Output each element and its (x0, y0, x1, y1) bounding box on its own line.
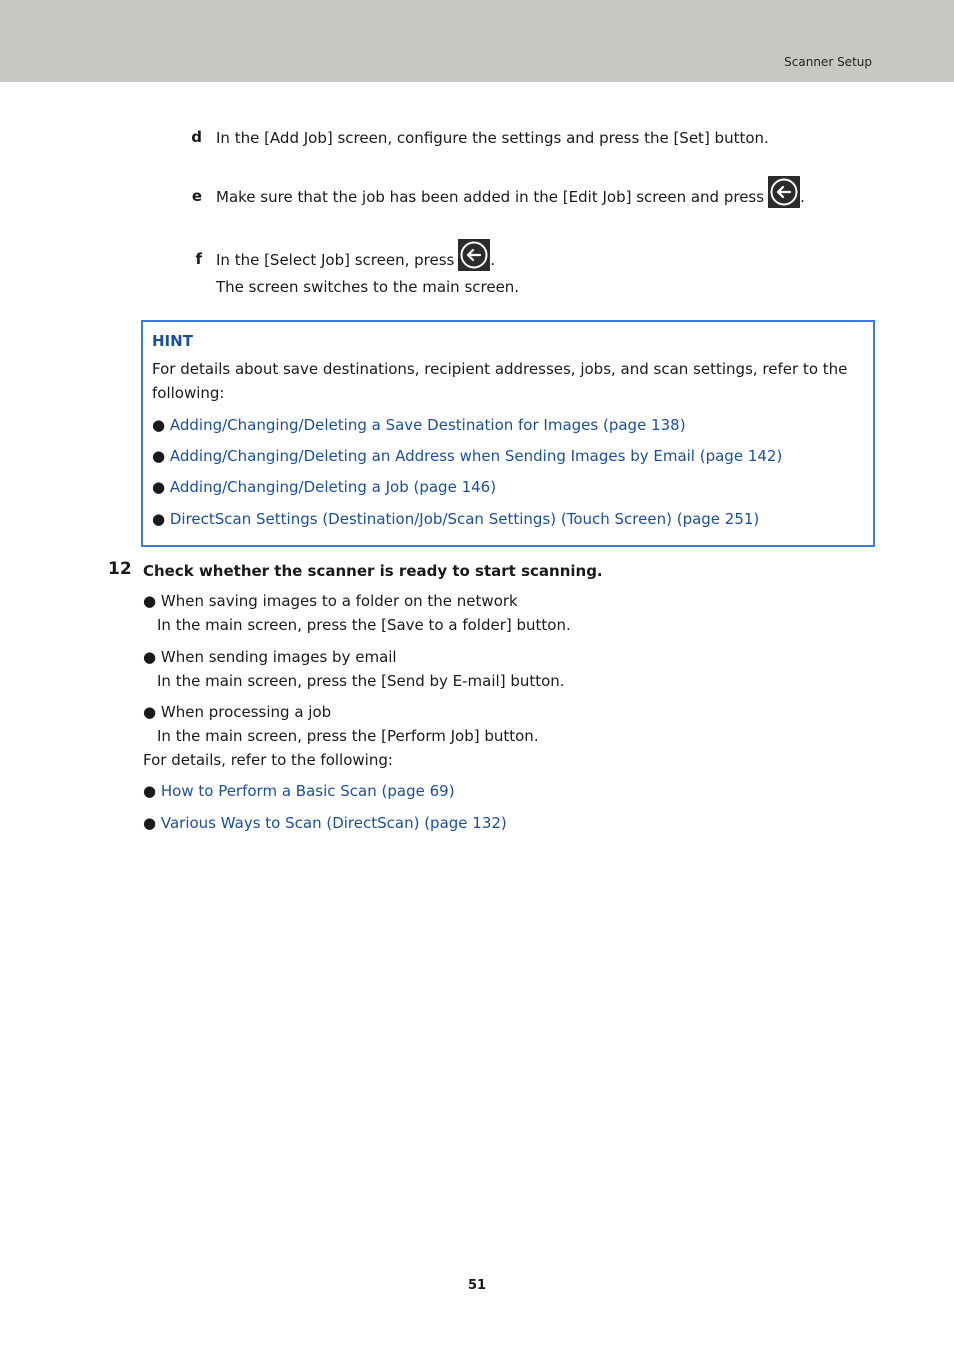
hint-link-address-email[interactable]: Adding/Changing/Deleting an Address when Sending Images by Email (page 142) (169, 447, 783, 465)
page-number: 51 (467, 1278, 487, 1293)
bullet: ● (152, 478, 166, 496)
item-detail: In the main screen, press the [Perform Job] button. (157, 727, 539, 745)
hint-link-job[interactable]: Adding/Changing/Deleting a Job (page 146) (169, 478, 497, 496)
hint-text-line2: following: (152, 384, 225, 402)
step-e-suffix: . (800, 188, 805, 206)
link-directscan[interactable]: Various Ways to Scan (DirectScan) (page 132) (160, 814, 507, 832)
step-f-line (216, 239, 495, 276)
list-item (143, 781, 455, 801)
item-detail: In the main screen, press the [Send by E-mail] button. (157, 672, 565, 690)
bullet: ● (152, 447, 166, 465)
step-f-letter: f (195, 250, 202, 268)
list-item (143, 702, 331, 722)
step-f-note: The screen switches to the main screen. (216, 278, 520, 296)
hint-link-directscan-settings[interactable]: DirectScan Settings (Destination/Job/Scan Settings) (Touch Screen) (page 251) (169, 510, 760, 528)
bullet: ● (143, 814, 157, 832)
page-header (0, 0, 954, 82)
bullet: ● (152, 416, 166, 434)
link-basic-scan[interactable]: How to Perform a Basic Scan (page 69) (160, 782, 455, 800)
back-arrow-icon (768, 176, 800, 208)
item-label: When processing a job (160, 703, 332, 721)
bullet: ● (152, 510, 166, 528)
item-label: When saving images to a folder on the network (160, 592, 518, 610)
step-d-text: In the [Add Job] screen, configure the settings and press the [Set] button. (216, 129, 769, 147)
list-item (143, 813, 507, 833)
step-f-text: In the [Select Job] screen, press (216, 251, 455, 269)
step-e-line (216, 176, 805, 213)
item-detail: In the main screen, press the [Save to a folder] button. (157, 616, 571, 634)
hint-list-item (152, 415, 686, 435)
hint-text-line1: For details about save destinations, recipient addresses, jobs, and scan settings, refer to the (152, 360, 848, 378)
hint-list-item (152, 509, 759, 529)
refer-text: For details, refer to the following: (143, 751, 393, 769)
header-title: Scanner Setup (784, 55, 872, 69)
hint-title: HINT (152, 332, 193, 350)
bullet: ● (143, 648, 157, 666)
step-12-title: Check whether the scanner is ready to start scanning. (143, 562, 603, 580)
item-label: When sending images by email (160, 648, 397, 666)
step-e-letter: e (191, 187, 202, 205)
bullet: ● (143, 592, 157, 610)
bullet: ● (143, 703, 157, 721)
hint-list-item (152, 477, 496, 497)
list-item (143, 647, 397, 667)
step-f-suffix: . (490, 251, 496, 269)
hint-link-save-destination[interactable]: Adding/Changing/Deleting a Save Destination for Images (page 138) (169, 416, 686, 434)
step-12-number: 12 (108, 559, 132, 579)
bullet: ● (143, 782, 157, 800)
hint-list-item (152, 446, 782, 466)
list-item (143, 591, 518, 611)
step-d-letter: d (191, 128, 202, 146)
step-e-text: Make sure that the job has been added in the [Edit Job] screen and press (216, 188, 765, 206)
back-arrow-icon (458, 239, 490, 271)
